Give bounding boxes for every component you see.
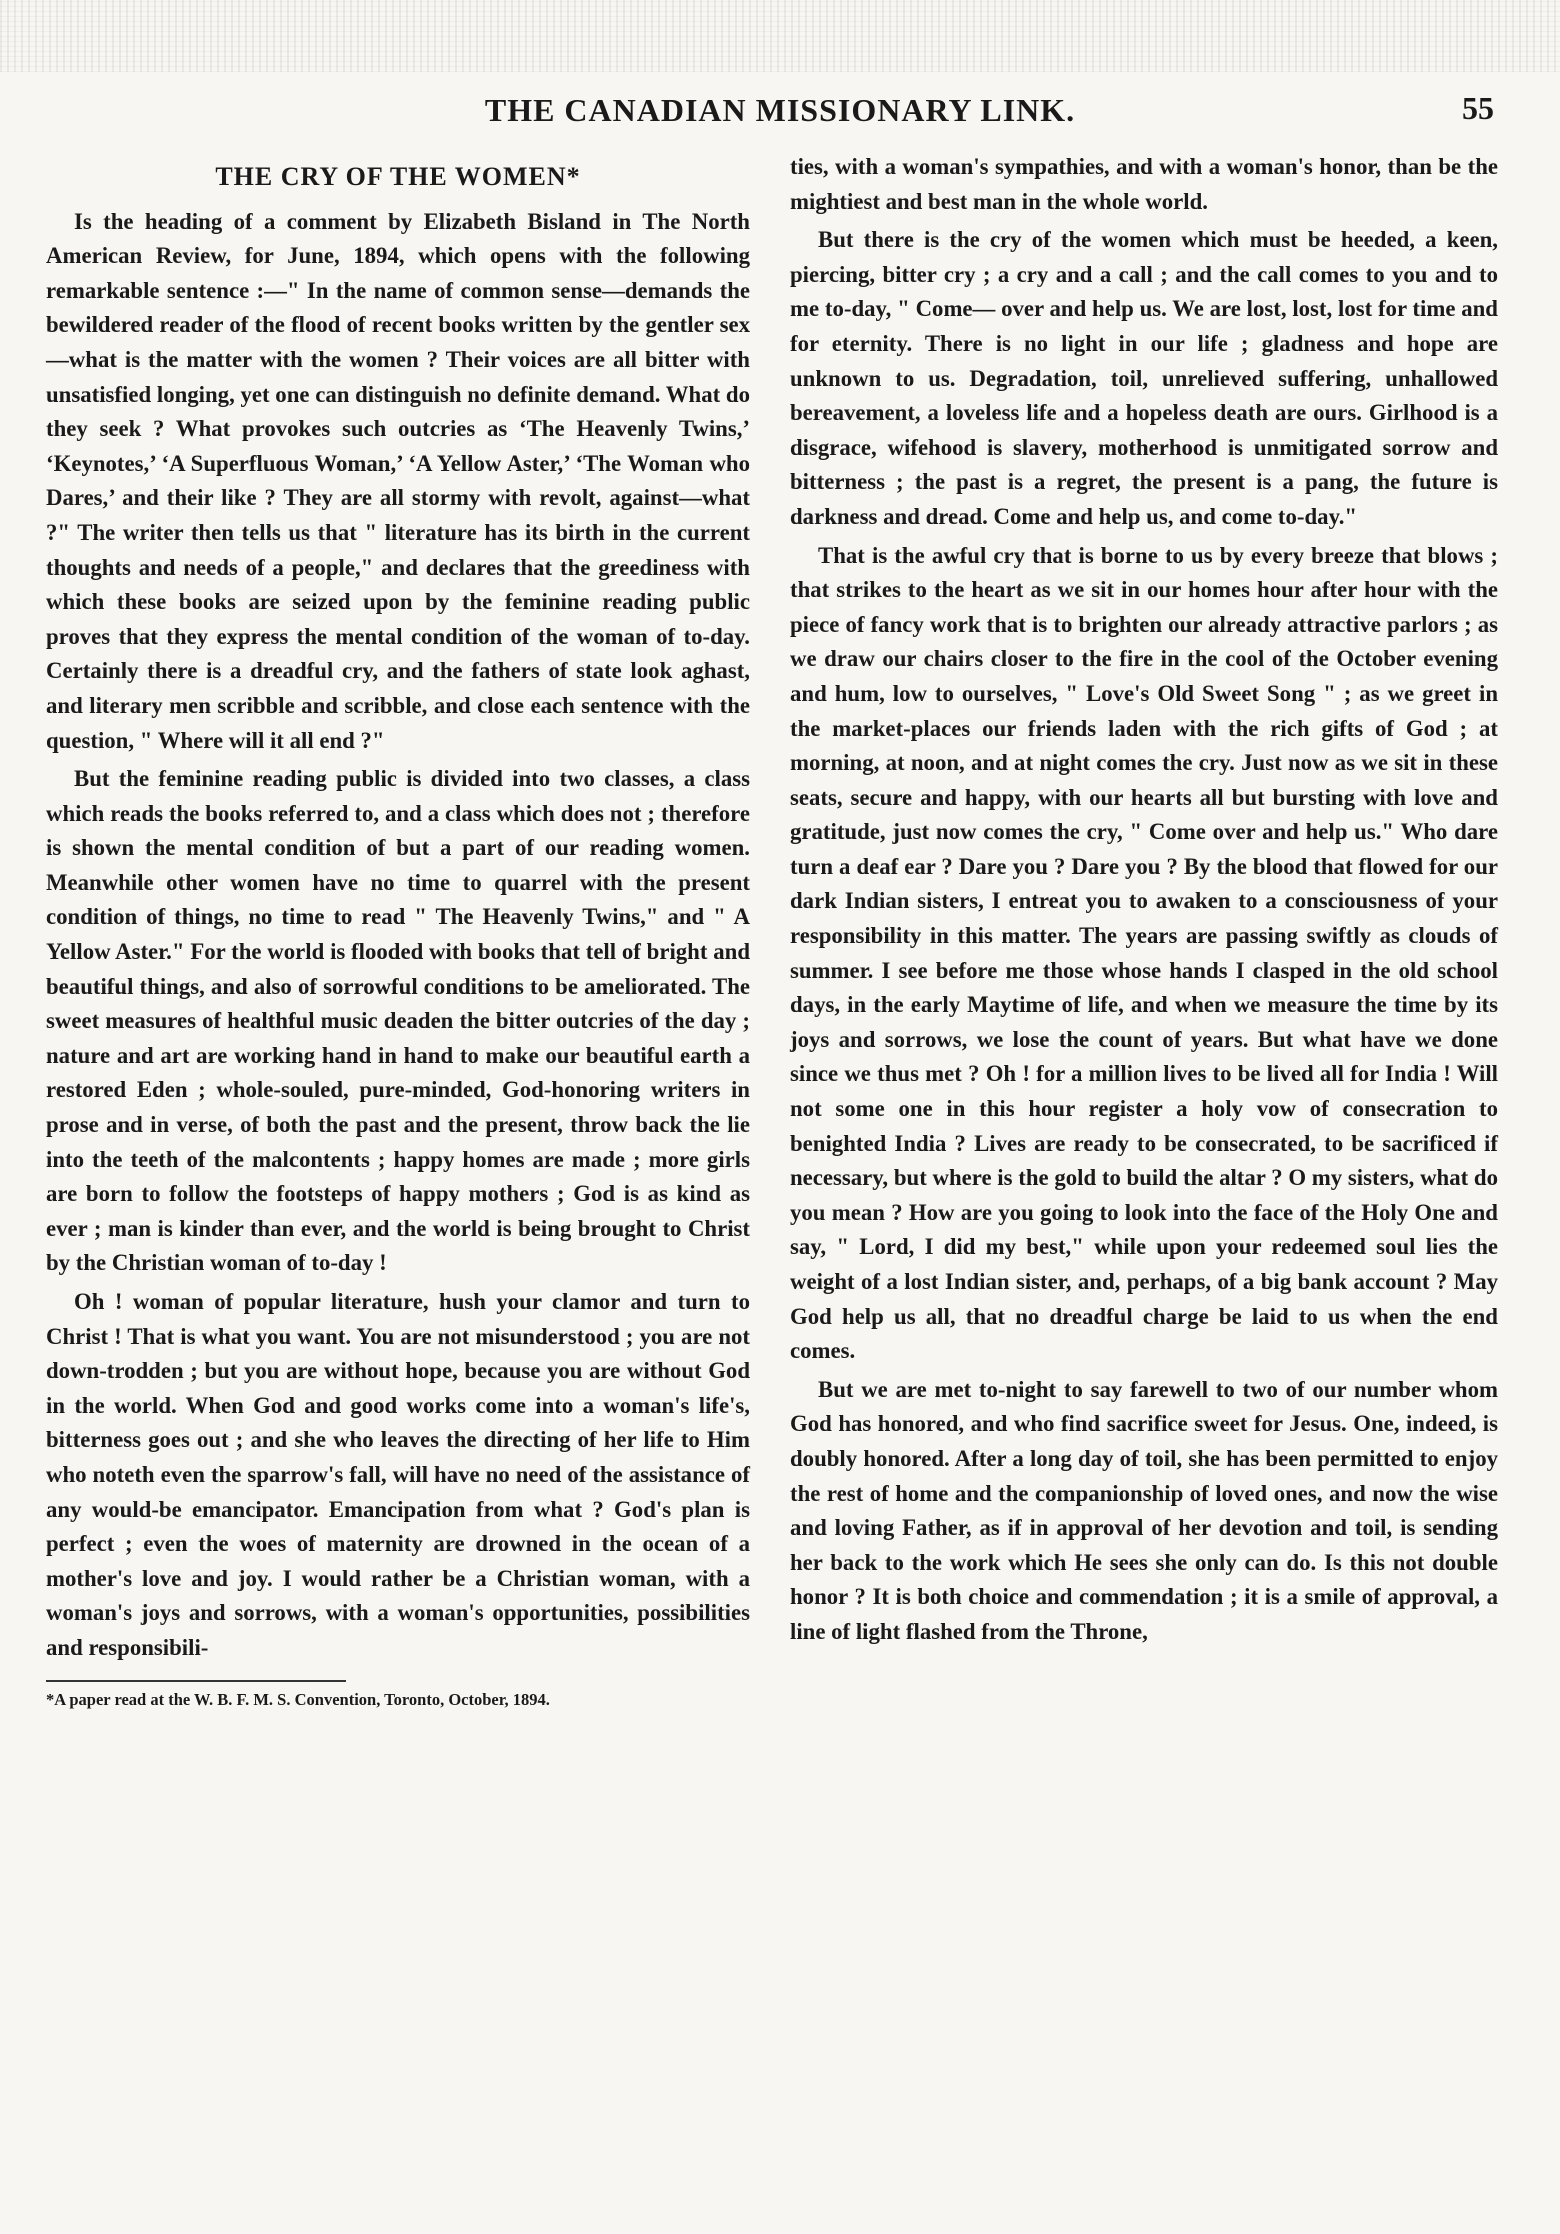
paragraph: But we are met to-night to say farewell to two of our number whom God has honored, and who find sacrifice sweet for Jesus. One, indeed, is doubly honored. After a long day of toil, she has been permitted to enjoy the rest of home and the companionship of loved ones, and now the wise and loving Father, as if in approval of her devotion and toil, is sending her back to the work which He sees she only can do. Is this not double honor ? It is both choice and commendation ; it is a smile of approval, a line of light flashed from the Throne, (790, 1376, 1498, 1644)
footnote-divider (46, 1680, 346, 1682)
paragraph: That is the awful cry that is borne to us by every breeze that blows ; that strikes to the heart as we sit in our homes hour after hour with the piece of fancy work that is to brighten our already attractive parlors ; as we draw our chairs closer to the fire in the cool of the October evening and hum, low to ourselves, " Love's Old Sweet Song " ; as we greet in the market-places our friends laden with the rich gifts of God ; at morning, at noon, and at night comes the cry. Just now as we sit in these seats, secure and happy, with our hearts all but bursting with love and gratitude, just now comes the cry, " Come over and help us." Who dare turn a deaf ear ? Dare you ? Dare you ? By the blood that flowed for our dark Indian sisters, I entreat you to awaken to a consciousness of your responsibility in this matter. The years are passing swiftly as clouds of summer. I see before me those whose hands I clasped in the old school days, in the early Maytime of life, and when we measure the time by its joys and sorrows, we lose the count of years. But what have we done since we thus met ? Oh ! for a million lives to be lived all for India ! Will not some one in this hour register a holy vow of consecration to benighted India ? Lives are ready to be consecrated, to be sacrificed if necessary, but where is the gold to build the altar ? O my sisters, what do you mean ? How are you going to look into the face of the Holy One and say, " Lord, I did my best," while upon your redeemed soul lies the weight of a lost Indian sister, and, perhaps, of a big bank account ? May God help us all, that no dreadful charge be laid to us when the end comes. (790, 542, 1498, 1364)
left-column (46, 160, 750, 1712)
right-column (790, 150, 1498, 1650)
paragraph: But the feminine reading public is divided into two classes, a class which reads the books referred to, and a class which does not ; therefore is shown the mental condition of but a part of our reading women. Meanwhile other women have no time to quarrel with the present condition of things, no time to read " The Heavenly Twins," and " A Yellow Aster." For the world is flooded with books that tell of bright and beautiful things, and also of sorrowful conditions to be ameliorated. The sweet measures of healthful music deaden the bitter outcries of the day ; nature and art are working hand in hand to make our beautiful earth a restored Eden ; whole-souled, pure-minded, God-honoring writers in prose and in verse, of both the past and the present, throw back the lie into the teeth of the malcontents ; happy homes are made ; more girls are born to follow the footsteps of happy mothers ; God is as kind as ever ; man is kinder than ever, and the world is being brought to Christ by the Christian woman of to-day ! (46, 766, 750, 1276)
paragraph: Is the heading of a comment by Elizabeth Bisland in The North American Review, for June, 1894, which opens with the following remarkable sentence :—" In the name of common sense—demands the bewildered reader of the flood of recent books written by the gentler sex—what is the matter with the women ? Their voices are all bitter with unsatisfied longing, yet one can distinguish no definite demand. What do they seek ? What provokes such outcries as ‘The Heavenly Twins,’ ‘Keynotes,’ ‘A Superfluous Woman,’ ‘A Yellow Aster,’ ‘The Woman who Dares,’ and their like ? They are all stormy with revolt, against—what ?" The writer then tells us that " literature has its birth in the current thoughts and needs of a people," and declares that the greediness with which these books are seized upon by the feminine reading public proves that they express the mental condition of the woman of to-day. Certainly there is a dreadful cry, and the fathers of state look aghast, and literary men scribble and scribble, and close each sentence with the question, " Where will it all end ?" (46, 208, 750, 753)
paragraph: But there is the cry of the women which must be heeded, a keen, piercing, bitter cry ; a cry and a call ; and the call comes to you and to me to-day, " Come— over and help us. We are lost, lost, lost for time and for eternity. There is no light in our life ; gladness and hope are unknown to us. Degradation, toil, unrelieved suffering, unhallowed bereavement, a loveless life and a hopeless death are ours. Girlhood is a disgrace, wifehood is slavery, motherhood is unmitigated sorrow and bitterness ; the past is a regret, the present is a pang, the future is darkness and dread. Come and help us, and come to-day." (790, 227, 1498, 529)
article-title: THE CRY OF THE WOMEN* (215, 162, 581, 191)
scan-noise-band (0, 0, 1560, 72)
paragraph: ties, with a woman's sympathies, and with a woman's honor, than be the mightiest and best man in the whole world. (790, 154, 1498, 214)
page-title: THE CANADIAN MISSIONARY LINK. (484, 92, 1076, 128)
footnote: *A paper read at the W. B. F. M. S. Convention, Toronto, October, 1894. (46, 1689, 550, 1709)
paragraph: Oh ! woman of popular literature, hush your clamor and turn to Christ ! That is what you want. You are not misunderstood ; you are not down-trodden ; but you are without hope, because you are without God in the world. When God and good works come into a woman's life's, bitterness goes out ; and she who leaves the directing of her life to Him who noteth even the sparrow's fall, will have no need of the assistance of any would-be emancipator. Emancipation from what ? God's plan is perfect ; even the woes of maternity are drowned in the ocean of a mother's love and joy. I would rather be a Christian woman, with a woman's joys and sorrows, with a woman's opportunities, possibilities and responsibili- (46, 1289, 750, 1660)
page-header (0, 84, 1560, 144)
page-number: 55 (1462, 90, 1494, 126)
